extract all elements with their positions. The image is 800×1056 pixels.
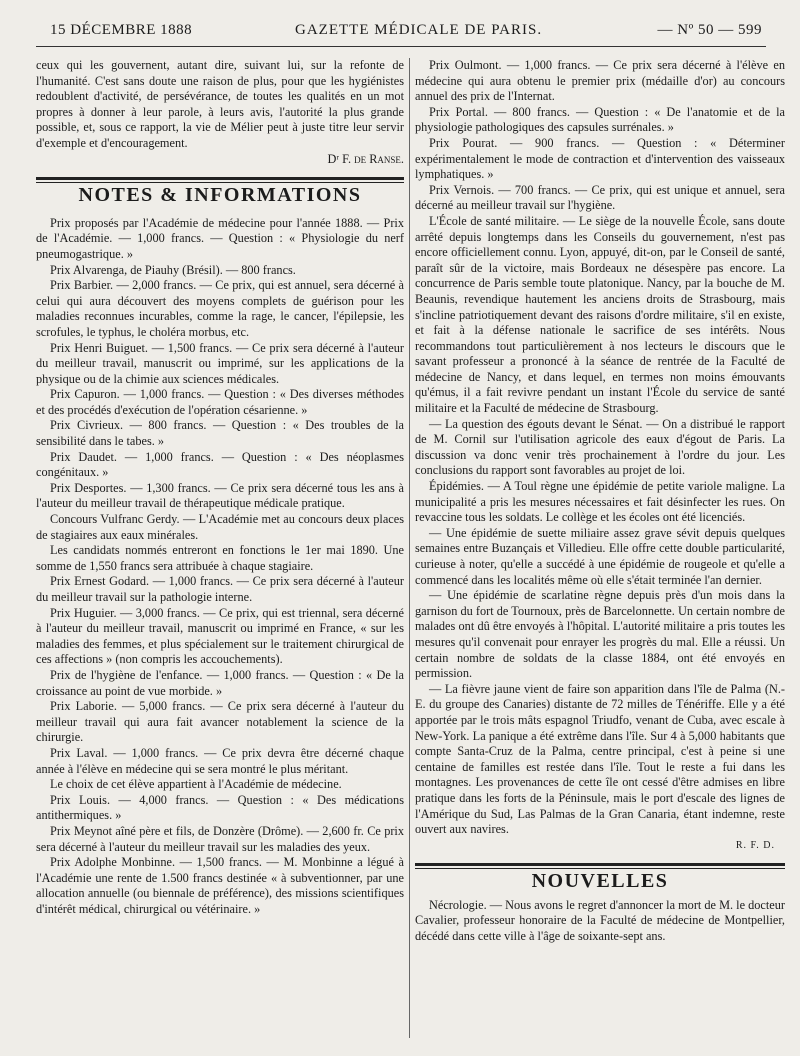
intro-paragraph: ceux qui les gouvernent, autant dire, suivant lui, sur la refonte de l'humanité. C'est sans doute une raison de plus, pour que les hygiénistes redoublent d'activité, de persévérance, de toutes les qualités en un mot propres à donner à leur parole, à leurs avis, l'autorité la plus grande possible, et, sous ce rapport, la vie de Mélier peut à juste titre leur servir d'exemple et d'encouragement. — [36, 58, 404, 150]
section-signature: R. F. D. — [735, 839, 775, 851]
section-divider — [415, 863, 785, 866]
prize-paragraph: Prix proposés par l'Académie de médecine pour l'année 1888. — Prix de l'Académie. — 1,000 francs. — Question : « Physiologie du nerf pneumogastrique. » — [36, 215, 404, 261]
prize-paragraph: Prix Vernois. — 700 francs. — Ce prix, qui est unique et annuel, sera décerné au meilleur travail sur l'hygiène. — [415, 182, 785, 213]
header-date: 15 DÉCEMBRE 1888 — [50, 22, 193, 38]
right-column — [415, 58, 785, 1048]
prize-paragraph: Prix Desportes. — 1,300 francs. — Ce prix sera décerné tous les ans à l'auteur du meilleur travail de thérapeutique médicale pratique. — [36, 480, 404, 511]
column-divider — [409, 58, 410, 1038]
prize-paragraph: Prix Alvarenga, de Piauhy (Brésil). — 800 francs. — [50, 262, 296, 277]
prize-paragraph: Prix Laval. — 1,000 francs. — Ce prix devra être décerné chaque année à l'élève en médecine qui se sera montré le plus méritant. — [36, 745, 404, 776]
prize-paragraph: Prix Barbier. — 2,000 francs. — Ce prix, qui est annuel, sera décerné à celui qui aura découvert des moyens complets de guérison pour les maladies reconnues incurables, comme la rage, le cancer, l'épilepsie, les scrofules, le typhus, le choléra morbus, etc. — [36, 278, 404, 339]
section-divider — [36, 177, 404, 180]
prize-paragraph: Prix Henri Buiguet. — 1,500 francs. — Ce prix sera décerné à l'auteur du meilleur travail, manuscrit ou imprimé, sur les applications de la physique ou de la chimie aux sciences médicales. — [36, 340, 404, 386]
header-title: GAZETTE MÉDICALE DE PARIS. — [295, 22, 543, 38]
prize-paragraph: Prix Capuron. — 1,000 francs. — Question : « Des diverses méthodes et des procédés d'exécution de l'opération césarienne. » — [36, 387, 404, 417]
prize-paragraph: Prix Pourat. — 900 francs. — Question : « Déterminer expérimentalement le mode de contraction et d'intervention des vaisseaux lymphatiques. » — [415, 135, 785, 182]
prize-paragraph: Prix Civrieux. — 800 francs. — Question : « Des troubles de la sensibilité dans le tabes. » — [36, 418, 404, 449]
prize-paragraph: Les candidats nommés entreront en fonctions le 1er mai 1890. Une somme de 1,550 francs sera attribuée à chaque stagiaire. — [36, 543, 404, 573]
page-header — [40, 18, 762, 42]
prize-paragraph: Prix Portal. — 800 francs. — Question : « De l'anatomie et de la physiologie pathologiques des capsules surrénales. » — [415, 104, 785, 135]
prize-paragraph: Le choix de cet élève appartient à l'Académie de médecine. — [50, 777, 342, 792]
news-paragraph: — La question des égouts devant le Sénat. — On a distribué le rapport de M. Cornil sur l'utilisation agricole des eaux d'égout de Paris. La discussion va donc venir très prochainement à l'ordre du jour. Les conclusions du rapport sont favorables au projet de loi. — [415, 416, 785, 478]
news-paragraph: L'École de santé militaire. — Le siège de la nouvelle École, sans doute arrêté depuis longtemps dans les Conseils du gouvernement, n'est pas encore officiellement connu. Lyon, appuyé, dit-on, par le Conseil de santé, paraît sûr de la victoire, mais Bordeaux ne désespère pas encore. La concurrence de Paris semble toute platonique. Nancy, par la bouche de M. Beaunis, revendique hautement les anciens droits de Strasbourg, mais s'incline patriotiquement devant des raisons d'ordre militaire, s'il en existe, et fait à la défense nationale le sacrifice de ses intérêts. Nous recommandons tout particulièrement à nos lecteurs le discours que le savant professeur a prononcé à la séance de rentrée de la Faculté de médecine de Nancy, et dans lequel, en termes non moins émouvants qu'émus, il a fait revivre pendant un instant l'École du service de santé militaire et la Faculté de médecine de Strasbourg. — [415, 213, 785, 416]
header-page-number: — Nº 50 — 599 — [657, 22, 762, 38]
prize-paragraph: Prix Meynot aîné père et fils, de Donzère (Drôme). — 2,600 fr. Ce prix sera décerné à l'auteur du meilleur travail sur les maladies des yeux. — [36, 823, 404, 854]
prize-paragraph: Prix Oulmont. — 1,000 francs. — Ce prix sera décerné à l'élève en médecine qui aura obtenu le premier prix (médaille d'or) au concours annuel des prix de l'Internat. — [415, 58, 785, 104]
section-title-notes: NOTES & INFORMATIONS — [78, 184, 362, 207]
news-paragraph: Épidémies. — A Toul règne une épidémie de petite variole maligne. La municipalité a pris les mesures nécessaires et fait désinfecter les rues. On revaccine tous les soldats. Le collège et les écoles ont été licenciés. — [415, 479, 785, 525]
prize-paragraph: Prix Ernest Godard. — 1,000 francs. — Ce prix sera décerné à l'auteur du meilleur travail sur la pathologie interne. — [36, 574, 404, 604]
prize-paragraph: Concours Vulfranc Gerdy. — L'Académie met au concours deux places de stagiaires aux eaux minérales. — [36, 512, 404, 542]
intro-signature: Dʳ F. de Ranse. — [327, 151, 404, 166]
left-column — [36, 58, 404, 1048]
news-paragraph: — La fièvre jaune vient de faire son apparition dans l'île de Palma (N.-E. du groupe des Canaries) distante de 72 milles de Ténériffe. Elle y a été apportée par le trois mâts espagnol Triudfo, venant de Cuba, avec escale à New-York. La panique a été extrême dans l'île. Sur 4 à 5,000 habitants que compte Santa-Cruz de la Palma, centre principal, c'est à peine si une centaine de familles est restée dans l'île. Tout le reste a fui dans les montagnes. Les provenances de cette île ont cessé d'être admises en libre pratique dans les forts de la Péninsule, mais le port d'escale des lignes de l'Amérique du Sud, Las Palmas de la Gran Canaria, étant indemne, reste ouvert aux navires. — [415, 681, 785, 837]
prize-paragraph: Prix Laborie. — 5,000 francs. — Ce prix sera décerné à l'auteur du meilleur travail qui aura fait avancer notablement la science de la chirurgie. — [36, 699, 404, 745]
section-title-nouvelles: NOUVELLES — [531, 870, 669, 893]
prize-paragraph: Prix de l'hygiène de l'enfance. — 1,000 francs. — Question : « De la croissance au point de vue morbide. » — [36, 667, 404, 698]
obituary-paragraph: Nécrologie. — Nous avons le regret d'annoncer la mort de M. le docteur Cavalier, professeur honoraire de la Faculté de médecine de Montpellier, décédé dans cette ville à l'âge de soixante-sept ans. — [415, 897, 785, 944]
news-paragraph: — Une épidémie de scarlatine règne depuis près d'un mois dans la garnison du fort de Tournoux, près de Barcelonnette. Un certain nombre de malades ont dû être envoyés à l'hôpital. L'autorité militaire a pris toutes les mesures qu'il convenait pour enrayer les progrès du mal. Elle a réussi. Un certain nombre de soldats de la classe 1884, ont été envoyés en permission. — [415, 588, 785, 681]
prize-paragraph: Prix Huguier. — 3,000 francs. — Ce prix, qui est triennal, sera décerné à l'auteur du meilleur travail, manuscrit ou imprimé en France, « sur les maladies des femmes, et plus spécialement sur le traitement chirurgical de ces affections » (non compris les accouchements). — [36, 605, 404, 667]
prize-paragraph: Prix Daudet. — 1,000 francs. — Question : « Des néoplasmes congénitaux. » — [36, 449, 404, 480]
header-rule — [36, 46, 766, 47]
prize-paragraph: Prix Louis. — 4,000 francs. — Question : « Des médications antithermiques. » — [36, 792, 404, 823]
news-paragraph: — Une épidémie de suette miliaire assez grave sévit depuis quelques semaines entre Buzançais et Villedieu. Elle offre cette double particularité, curieuse à noter, qu'elle a succédé à une épidémie de rougeole et qu'elle a commencé dans les localités même où elle s'était terminée l'an dernier. — [415, 525, 785, 587]
prize-paragraph: Prix Adolphe Monbinne. — 1,500 francs. — M. Monbinne a légué à l'Académie une rente de 1.500 francs destinée « à subventionner, par une allocation annuelle (ou biennale de préférence), des missions scientifiques d'intérêt médical, chirurgical ou vétérinaire. » — [36, 855, 404, 916]
